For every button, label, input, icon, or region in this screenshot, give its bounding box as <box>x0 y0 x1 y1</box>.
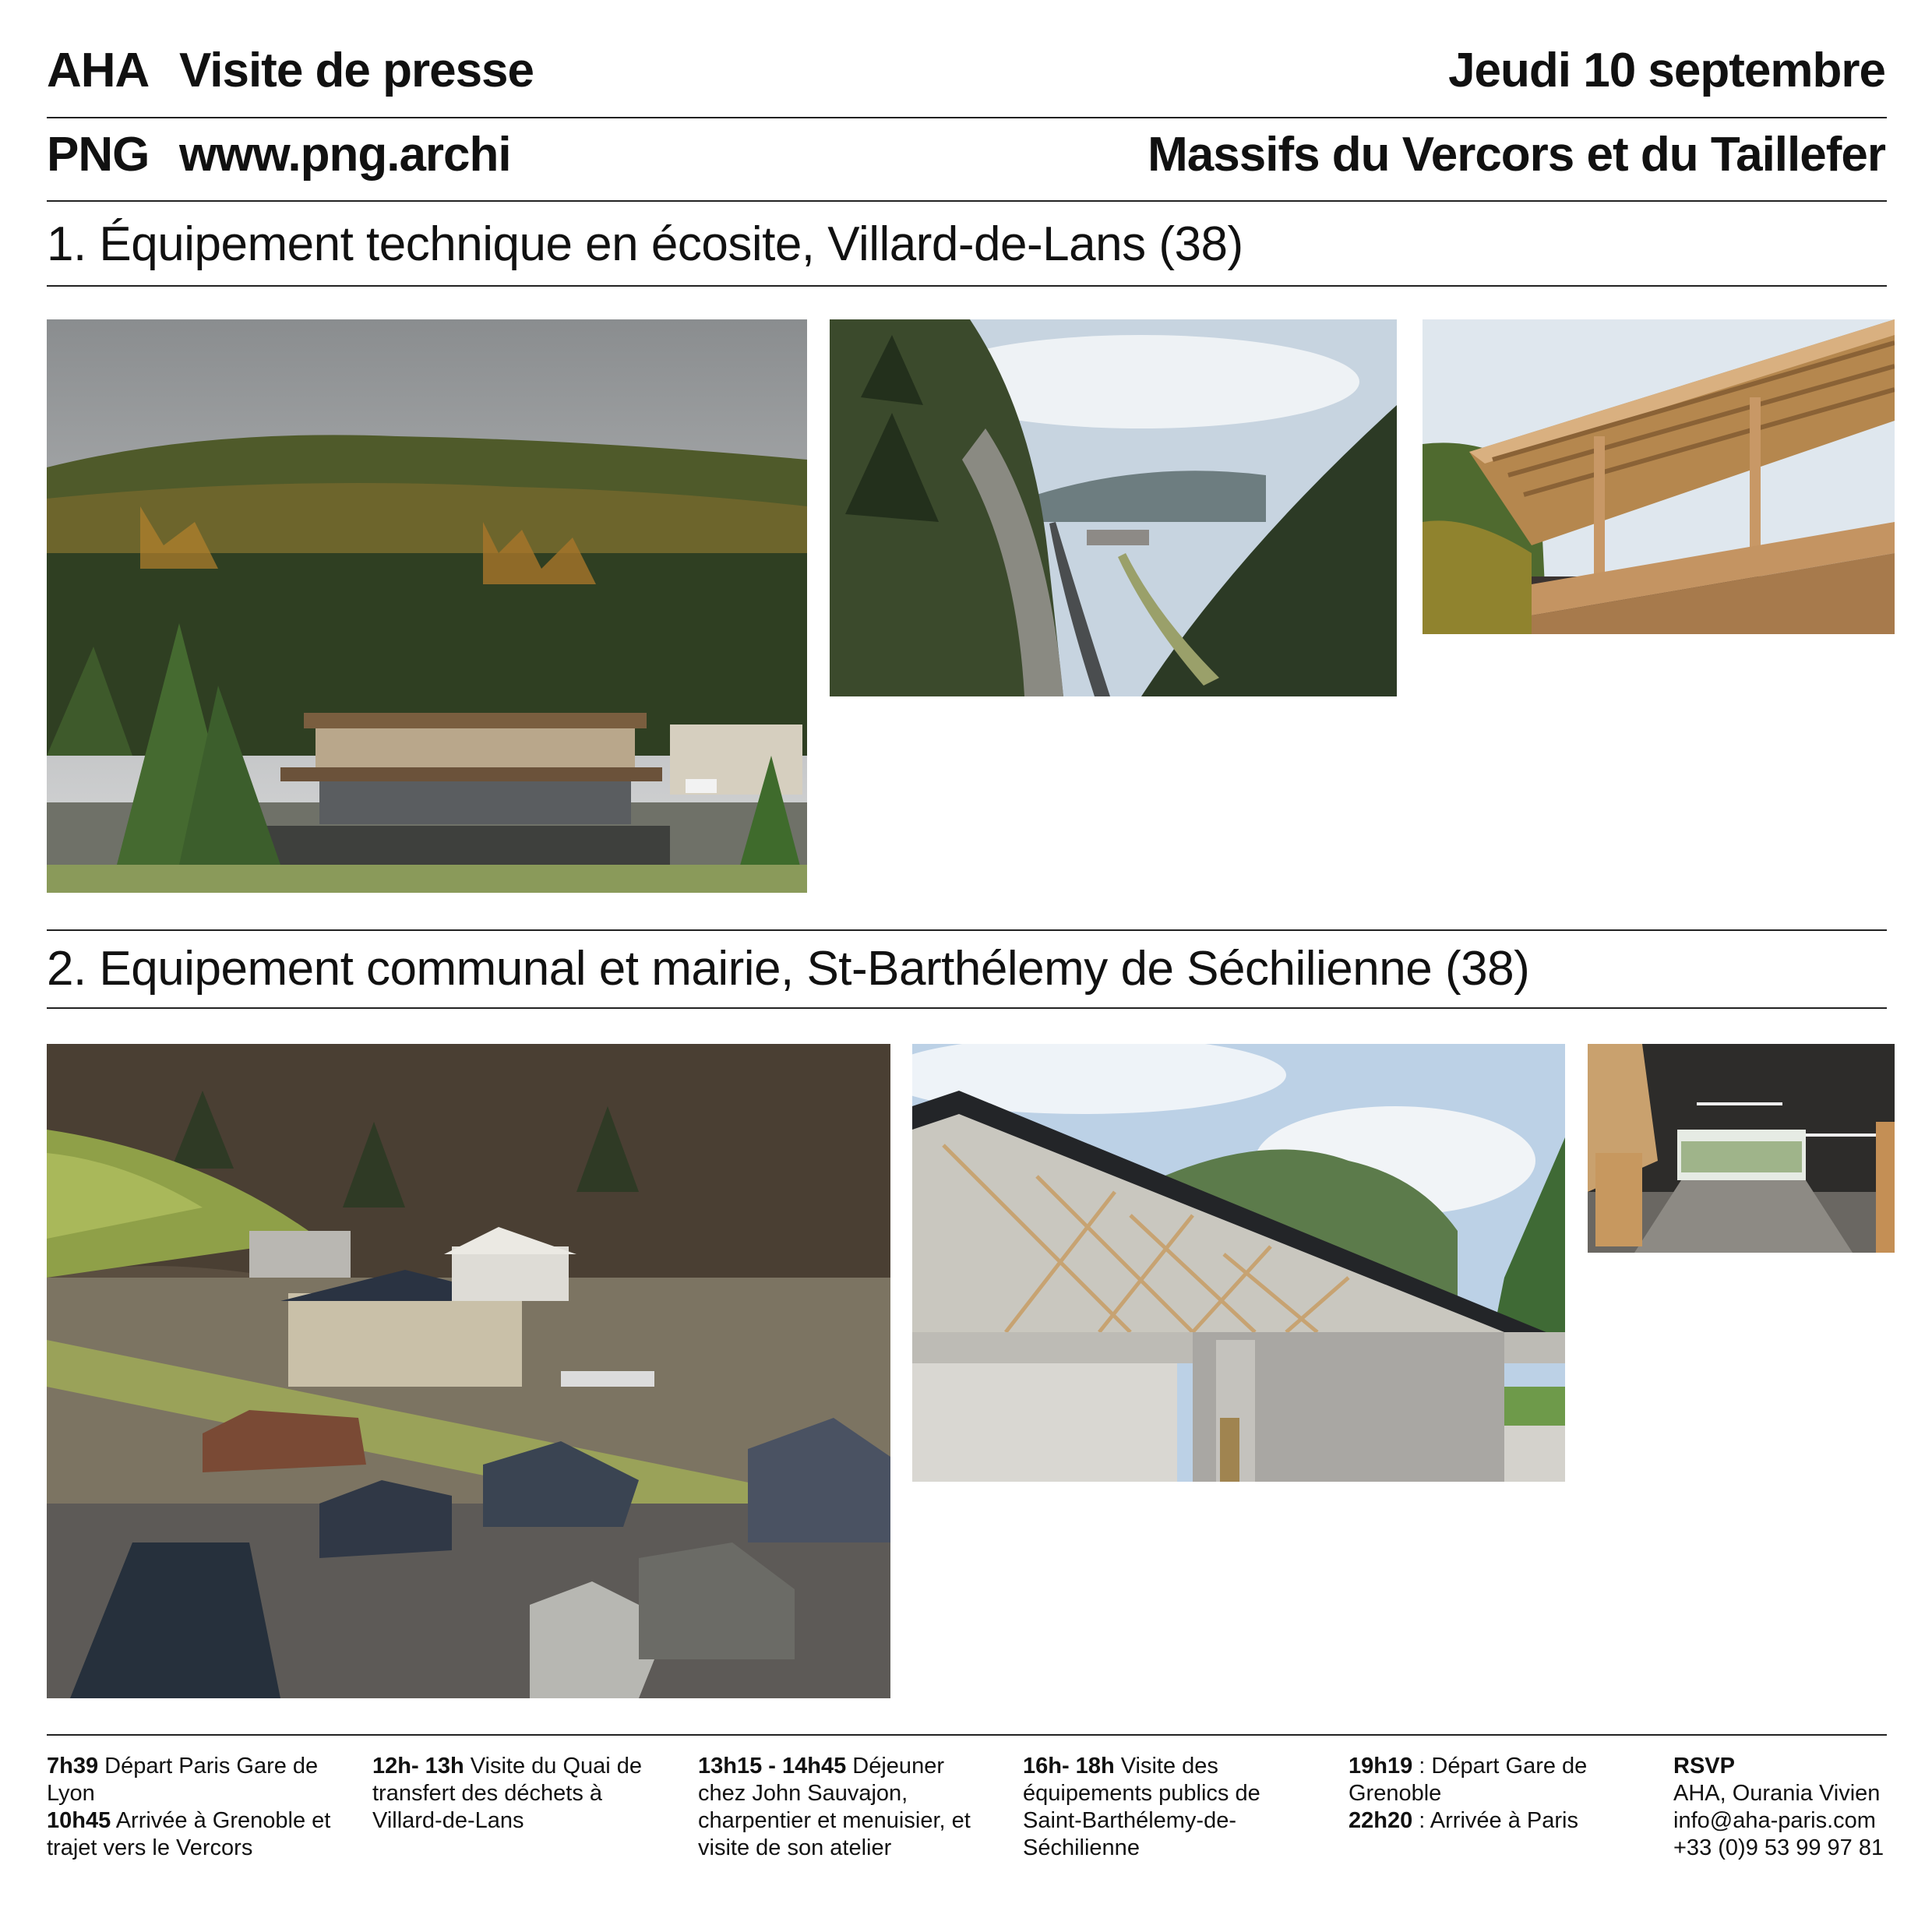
photo-building-forest <box>47 319 807 893</box>
schedule-text: Visite du Quai de transfert des déchets à Villard-de-Lans <box>372 1754 643 1833</box>
rsvp-block <box>1673 1753 1899 1862</box>
photo-interior-hall <box>1588 1044 1895 1253</box>
section-2-title: 2. Equipement communal et mairie, St-Barthélemy de Séchilienne (38) <box>47 942 1530 996</box>
photo-gable-facade <box>912 1044 1565 1482</box>
schedule-item-3 <box>698 1753 994 1862</box>
region-title: Massifs du Vercors et du Taillefer <box>1148 128 1885 182</box>
schedule-time: 12h- 13h <box>372 1754 464 1779</box>
divider <box>47 117 1887 118</box>
rsvp-name: AHA, Ourania Vivien <box>1673 1781 1881 1806</box>
rsvp-label: RSVP <box>1673 1754 1735 1779</box>
schedule-text: Départ Paris Gare de Lyon <box>47 1754 319 1806</box>
schedule-time: 19h19 <box>1349 1754 1413 1779</box>
photo-village-aerial <box>47 1044 890 1698</box>
aha-logo: AHA <box>47 44 150 97</box>
photo-timber-roof <box>1423 319 1895 634</box>
schedule-text: Déjeuner chez John Sauvajon, charpentier et menuisier, et visite de son atelier <box>698 1754 971 1860</box>
divider <box>47 1734 1887 1736</box>
schedule-time: 10h45 <box>47 1808 111 1833</box>
page-title: Visite de presse <box>179 44 534 97</box>
website-link[interactable]: www.png.archi <box>179 128 511 182</box>
schedule-text: Visite des équipements publics de Saint-Barthélemy-de-Séchilienne <box>1023 1754 1260 1860</box>
schedule-text: : Départ Gare de Grenoble <box>1349 1754 1588 1806</box>
photo-valley-road <box>830 319 1397 696</box>
rsvp-phone[interactable]: +33 (0)9 53 99 97 81 <box>1673 1835 1884 1860</box>
divider <box>47 285 1887 287</box>
schedule-text: : Arrivée à Paris <box>1412 1808 1578 1833</box>
section-1-title: 1. Équipement technique en écosite, Villard-de-Lans (38) <box>47 217 1243 271</box>
png-logo: PNG <box>47 128 150 182</box>
divider <box>47 200 1887 202</box>
schedule-item-1 <box>47 1753 343 1862</box>
schedule-item-4 <box>1023 1753 1319 1862</box>
divider <box>47 1007 1887 1009</box>
schedule-time: 16h- 18h <box>1023 1754 1115 1779</box>
schedule-time: 13h15 - 14h45 <box>698 1754 847 1779</box>
schedule-time: 22h20 <box>1349 1808 1413 1833</box>
schedule-item-5 <box>1349 1753 1645 1835</box>
rsvp-email[interactable]: info@aha-paris.com <box>1673 1808 1876 1833</box>
schedule-item-2 <box>372 1753 668 1835</box>
divider <box>47 929 1887 931</box>
header-row-1 <box>47 43 1885 98</box>
schedule-text: Arrivée à Grenoble et trajet vers le Vercors <box>47 1808 331 1860</box>
header-row-2 <box>47 127 1885 182</box>
visit-date: Jeudi 10 septembre <box>1448 44 1885 97</box>
schedule-time: 7h39 <box>47 1754 99 1779</box>
